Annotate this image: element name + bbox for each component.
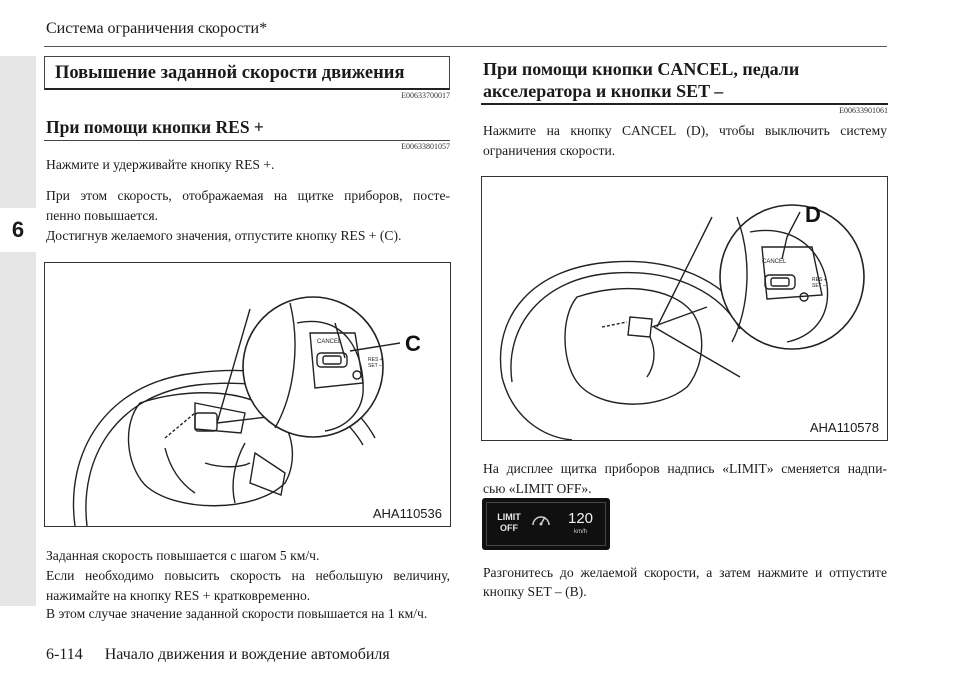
steering-wheel-illustration bbox=[482, 177, 887, 440]
paragraph: Разгонитесь до желаемой скорости, а затем нажмите и отпустите bbox=[483, 565, 887, 580]
display-limit-text bbox=[496, 512, 522, 534]
button-label-set: SET – bbox=[812, 283, 826, 289]
paragraph: Нажмите и удерживайте кнопку RES +. bbox=[46, 157, 275, 172]
section-code: E00633700017 bbox=[401, 91, 450, 100]
subsection-title-res: При помощи кнопки RES + bbox=[46, 117, 264, 137]
button-label-cancel: CANCEL bbox=[317, 339, 342, 345]
button-label-res: RES + bbox=[812, 277, 827, 283]
steering-wheel-figure-cancel bbox=[481, 176, 888, 441]
paragraph: Если необходимо повысить скорость на небольшую величину, bbox=[46, 568, 450, 583]
paragraph: пенно повышается. bbox=[46, 208, 159, 223]
figure-label: AHA110578 bbox=[809, 420, 879, 435]
display-speed: 120 bbox=[568, 510, 594, 527]
steering-wheel-illustration bbox=[45, 263, 450, 526]
display-off-line: OFF bbox=[500, 523, 518, 533]
button-label-cancel: CANCEL bbox=[762, 259, 787, 265]
callout-d: D bbox=[805, 202, 821, 227]
paragraph: Достигнув желаемого значения, отпустите кнопку RES + (C). bbox=[46, 228, 402, 243]
button-label-res: RES + bbox=[368, 357, 383, 363]
section-title-increase-speed: Повышение заданной скорости движения bbox=[44, 56, 450, 90]
paragraph: На дисплее щитка приборов надпись «LIMIT» сменяется надпи- bbox=[483, 461, 887, 476]
section-code: E00633901061 bbox=[839, 106, 888, 115]
chapter-sidebar bbox=[0, 56, 36, 606]
page-footer bbox=[46, 646, 390, 664]
steering-wheel-figure-res bbox=[44, 262, 451, 527]
callout-c: C bbox=[405, 331, 421, 356]
running-header: Система ограничения скорости* bbox=[46, 20, 268, 37]
section-title-cancel-line1: При помощи кнопки CANCEL, педали bbox=[483, 59, 800, 79]
speed-limiter-icon bbox=[530, 510, 552, 532]
chapter-tab: 6 bbox=[0, 208, 36, 252]
limit-off-display bbox=[482, 498, 610, 550]
chapter-title: Начало движения и вождение автомобиля bbox=[104, 646, 390, 663]
paragraph: кнопку SET – (B). bbox=[483, 584, 587, 599]
subsection-divider bbox=[44, 140, 450, 141]
section-title-cancel-line2: акселератора и кнопки SET – bbox=[483, 81, 724, 101]
paragraph: В этом случае значение заданной скорости повышается на 1 км/ч. bbox=[46, 606, 428, 621]
paragraph: Нажмите на кнопку CANCEL (D), чтобы выключить систему bbox=[483, 123, 887, 138]
subsection-code: E00633801057 bbox=[401, 142, 450, 151]
section-divider bbox=[481, 103, 888, 105]
paragraph: нажимайте на кнопку RES + кратковременно. bbox=[46, 588, 311, 603]
header-divider bbox=[44, 46, 887, 47]
button-label-set: SET – bbox=[368, 363, 382, 369]
paragraph: При этом скорость, отображаемая на щитке приборов, посте- bbox=[46, 188, 450, 203]
display-limit-line: LIMIT bbox=[497, 512, 521, 522]
paragraph: сью «LIMIT OFF». bbox=[483, 481, 592, 496]
page-number: 6-114 bbox=[46, 646, 83, 663]
display-unit: km/h bbox=[574, 529, 588, 535]
figure-label: AHA110536 bbox=[372, 506, 442, 521]
paragraph: Заданная скорость повышается с шагом 5 км/ч. bbox=[46, 548, 320, 563]
paragraph: ограничения скорости. bbox=[483, 143, 616, 158]
